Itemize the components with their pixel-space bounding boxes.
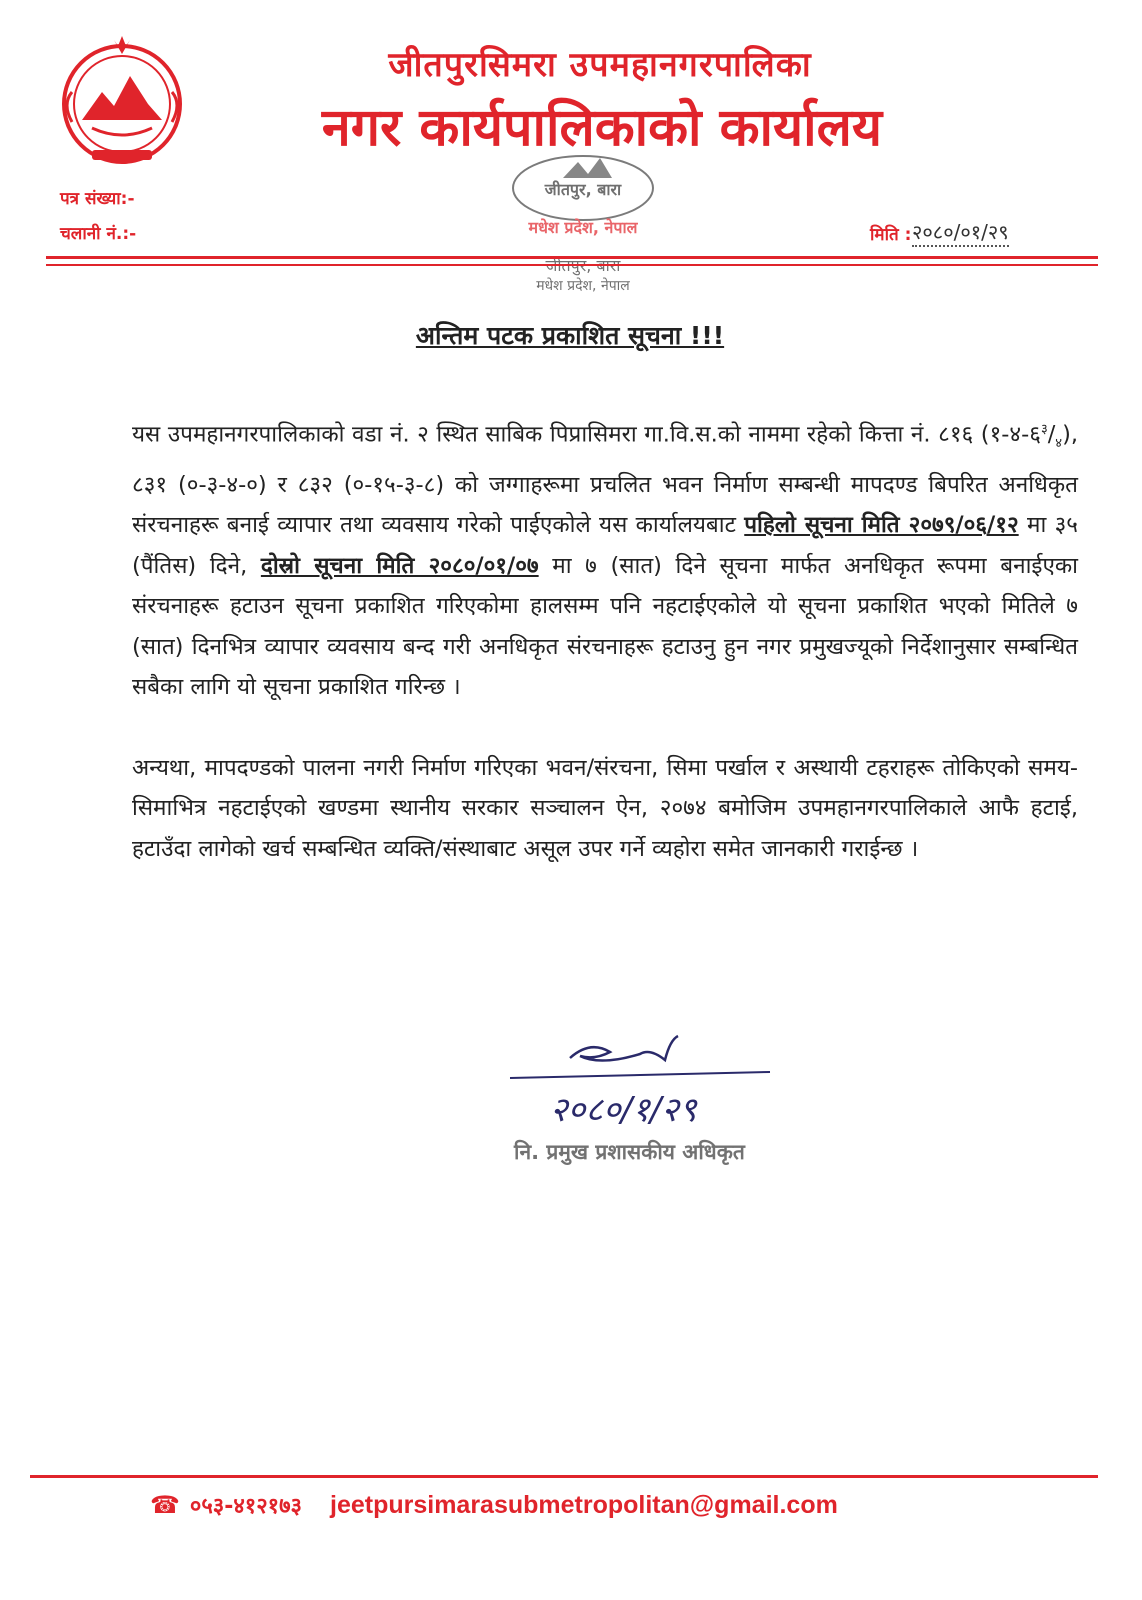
seal-line-4: मधेश प्रदेश, नेपाल <box>536 278 630 294</box>
patra-sankhya-label: पत्र संख्या:- <box>60 189 135 209</box>
seal-line-2: मधेश प्रदेश, नेपाल <box>528 218 638 237</box>
paragraph-1-part-c: मा ३५ (पैंतिस) दिने, <box>132 512 1078 579</box>
notice-body <box>132 410 1078 869</box>
chalani-number-label: चलानी नं.:- <box>60 224 137 244</box>
phone-icon: ☎ <box>150 1491 180 1519</box>
header-divider-bottom <box>46 264 1098 266</box>
email-address: jeetpursimarasubmetropolitan@gmail.com <box>330 1491 838 1519</box>
fraction-denominator: ४ <box>1055 436 1063 451</box>
municipality-emblem-logo <box>52 32 192 172</box>
notice-paragraph-2: अन्यथा, मापदण्डको पालना नगरी निर्माण गरिएका भवन/संरचना, सिमा पर्खाल र अस्थायी टहराहरू तोकिएको समय-सिमाभित्र नहटाईएको खण्डमा स्थानीय सरकार सञ्चालन ऐन, २०७४ बमोजिम उपमहानगरपालिकाले आफै हटाई, हटाउँदा लागेको खर्च सम्बन्धित व्यक्ति/संस्थाबाट असूल उपर गर्ने व्यहोरा समेत जानकारी गराईन्छ । <box>132 754 1078 862</box>
signature-date: २०८०/१/२९ <box>550 1090 697 1130</box>
second-notice-date: दोस्रो सूचना मिति २०८०/०१/०७ <box>260 552 539 579</box>
first-notice-date: पहिलो सूचना मिति २०७९/०६/१२ <box>744 512 1019 538</box>
footer-divider <box>30 1475 1098 1478</box>
notice-title-text: अन्तिम पटक प्रकाशित सूचना !!! <box>415 321 725 350</box>
signatory-title: नि. प्रमुख प्रशासकीय अधिकृत <box>514 1140 745 1164</box>
organization-name: जीतपुरसिमरा उपमहानगरपालिका <box>388 45 812 85</box>
phone-number: ०५३-४१२१७३ <box>189 1494 302 1519</box>
paragraph-1-part-b: ), ८३१ (०-३-४-०) र ८३२ (०-१५-३-८) को जग्गाहरूमा प्रचलित भवन निर्माण सम्बन्धी मापदण्ड बिपरित अनधिकृत संरचनाहरू बनाई व्यापार तथा व्यवसाय गरेको पाईएकोले यस कार्यालयबाट <box>132 421 1078 538</box>
seal-line-1: जीतपुर, बारा <box>544 180 622 199</box>
fraction-numerator: ३ <box>1040 422 1048 437</box>
office-name: नगर कार्यपालिकाको कार्यालय <box>321 98 883 158</box>
header-divider-top <box>46 256 1098 259</box>
date-label: मिति : <box>870 225 912 245</box>
paragraph-1-part-a: यस उपमहानगरपालिकाको वडा नं. २ स्थित साबिक पिप्रासिमरा गा.वि.स.को नाममा रहेको कित्ता नं. ८१६ (१-४-६ <box>132 421 1041 448</box>
notice-title <box>260 318 880 352</box>
paragraph-1-part-d: मा ७ (सात) दिने सूचना मार्फत अनधिकृत रूपमा बनाईएका संरचनाहरू हटाउन सूचना प्रकाशित गरिएकोमा हालसम्म पनि नहटाईएकोले यो सूचना प्रकाशित भएको मितिले ७ (सात) दिनभित्र व्यापार व्यवसाय बन्द गरी अनधिकृत संरचनाहरू हटाउनु हुन नगर प्रमुखज्यूको निर्देशानुसार सम्बन्धित सबैका लागि यो सूचना प्रकाशित गरिन्छ । <box>132 552 1078 700</box>
date-value: २०८०/०१/२९ <box>912 218 1009 247</box>
footer-contact <box>150 1490 1050 1520</box>
notice-paragraph-1: यस उपमहानगरपालिकाको वडा नं. २ स्थित साबिक पिप्रासिमरा गा.वि.स.को नाममा रहेको कित्ता नं. ८१६ $(१-४-६^३/_४)$, ८३१ (०-३-४-०) र ८३२ (०-१५-३-८) को जग्गाहरूमा प्रचलित भवन निर्माण सम्बन्धी मापदण्ड बिपरित अनधिकृत संरचनाहरू बनाई व्यापार तथा व्यवसाय गरेको पाईएकोले यस कार्यालयबाट पहिलो सूचना मिति २०७९/०६/१२ मा ३५ (पैंतिस) दिने, दोस्रो सूचना मिति २०८०/०१/०७ मा ७ (सात) दिने सूचना मार्फत अनधिकृत रूपमा बनाईएका संरचनाहरू हटाउन सूचना प्रकाशित गरिएकोमा हालसम्म पनि नहटाईएकोले यो सूचना प्रकाशित भएको मितिले ७ (सात) दिनभित्र व्यापार व्यवसाय बन्द गरी अनधिकृत संरचनाहरू हटाउनु हुन नगर प्रमुखज्यूको निर्देशानुसार सम्बन्धित सबैका लागि यो सूचना प्रकाशित गरिन्छ । <box>132 421 1078 700</box>
office-stamp-seal <box>488 148 678 298</box>
